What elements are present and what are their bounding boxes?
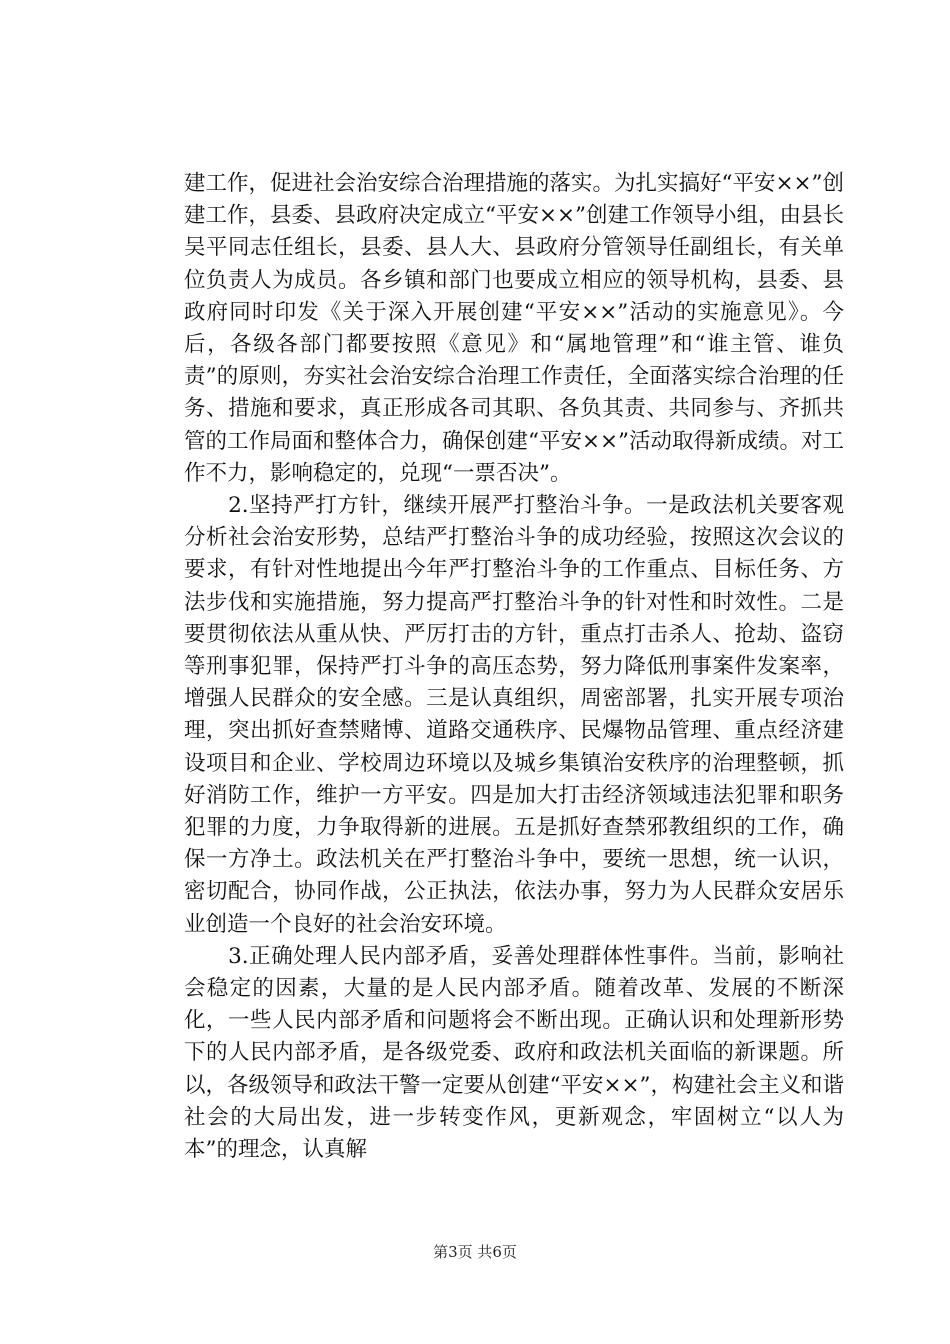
page-footer: 第3页 共6页 — [433, 1243, 517, 1261]
document-body — [184, 168, 844, 1166]
paragraph-strike-hard: 2.坚持严打方针，继续开展严打整治斗争。一是政法机关要客观分析社会治安形势，总结严打整治斗争的成功经验，按照这次会议的要求，有针对性地提出今年严打整治斗争的工作重点、目标任务、方法步伐和实施措施，努力提高严打整治斗争的针对性和时效性。二是要贯彻依法从重从快、严厉打击的方针，重点打击杀人、抢劫、盗窃等刑事犯罪，保持严打斗争的高压态势，努力降低刑事案件发案率，增强人民群众的安全感。三是认真组织，周密部署，扎实开展专项治理，突出抓好查禁赌博、道路交通秩序、民爆物品管理、重点经济建设项目和企业、学校周边环境以及城乡集镇治安秩序的治理整顿，抓好消防工作，维护一方平安。四是加大打击经济领域违法犯罪和职务犯罪的力度，力争取得新的进展。五是抓好查禁邪教组织的工作，确保一方净土。政法机关在严打整治斗争中，要统一思想，统一认识，密切配合，协同作战，公正执法，依法办事，努力为人民群众安居乐业创造一个良好的社会治安环境。 — [184, 493, 844, 937]
paragraph-continuation: 建工作，促进社会治安综合治理措施的落实。为扎实搞好“平安××”创建工作，县委、县政府决定成立“平安××”创建工作领导小组，由县长吴平同志任组长，县委、县人大、县政府分管领导任副组长，有关单位负责人为成员。各乡镇和部门也要成立相应的领导机构，县委、县政府同时印发《关于深入开展创建“平安××”活动的实施意见》。今后，各级各部门都要按照《意见》和“属地管理”和“谁主管、谁负责”的原则，夯实社会治安综合治理工作责任，全面落实综合治理的任务、措施和要求，真正形成各司其职、各负其责、共同参与、齐抓共管的工作局面和整体合力，确保创建“平安××”活动取得新成绩。对工作不力，影响稳定的，兑现“一票否决”。 — [184, 171, 845, 486]
paragraph-internal-contradictions: 3.正确处理人民内部矛盾，妥善处理群体性事件。当前，影响社会稳定的因素，大量的是人民内部矛盾。随着改革、发展的不断深化，一些人民内部矛盾和问题将会不断出现。正确认识和处理新形势下的人民内部矛盾，是各级党委、政府和政法机关面临的新课题。所以，各级领导和政法干警一定要从创建“平安××”，构建社会主义和谐社会的大局出发，进一步转变作风，更新观念，牢固树立“以人为本”的理念，认真解 — [184, 943, 845, 1163]
